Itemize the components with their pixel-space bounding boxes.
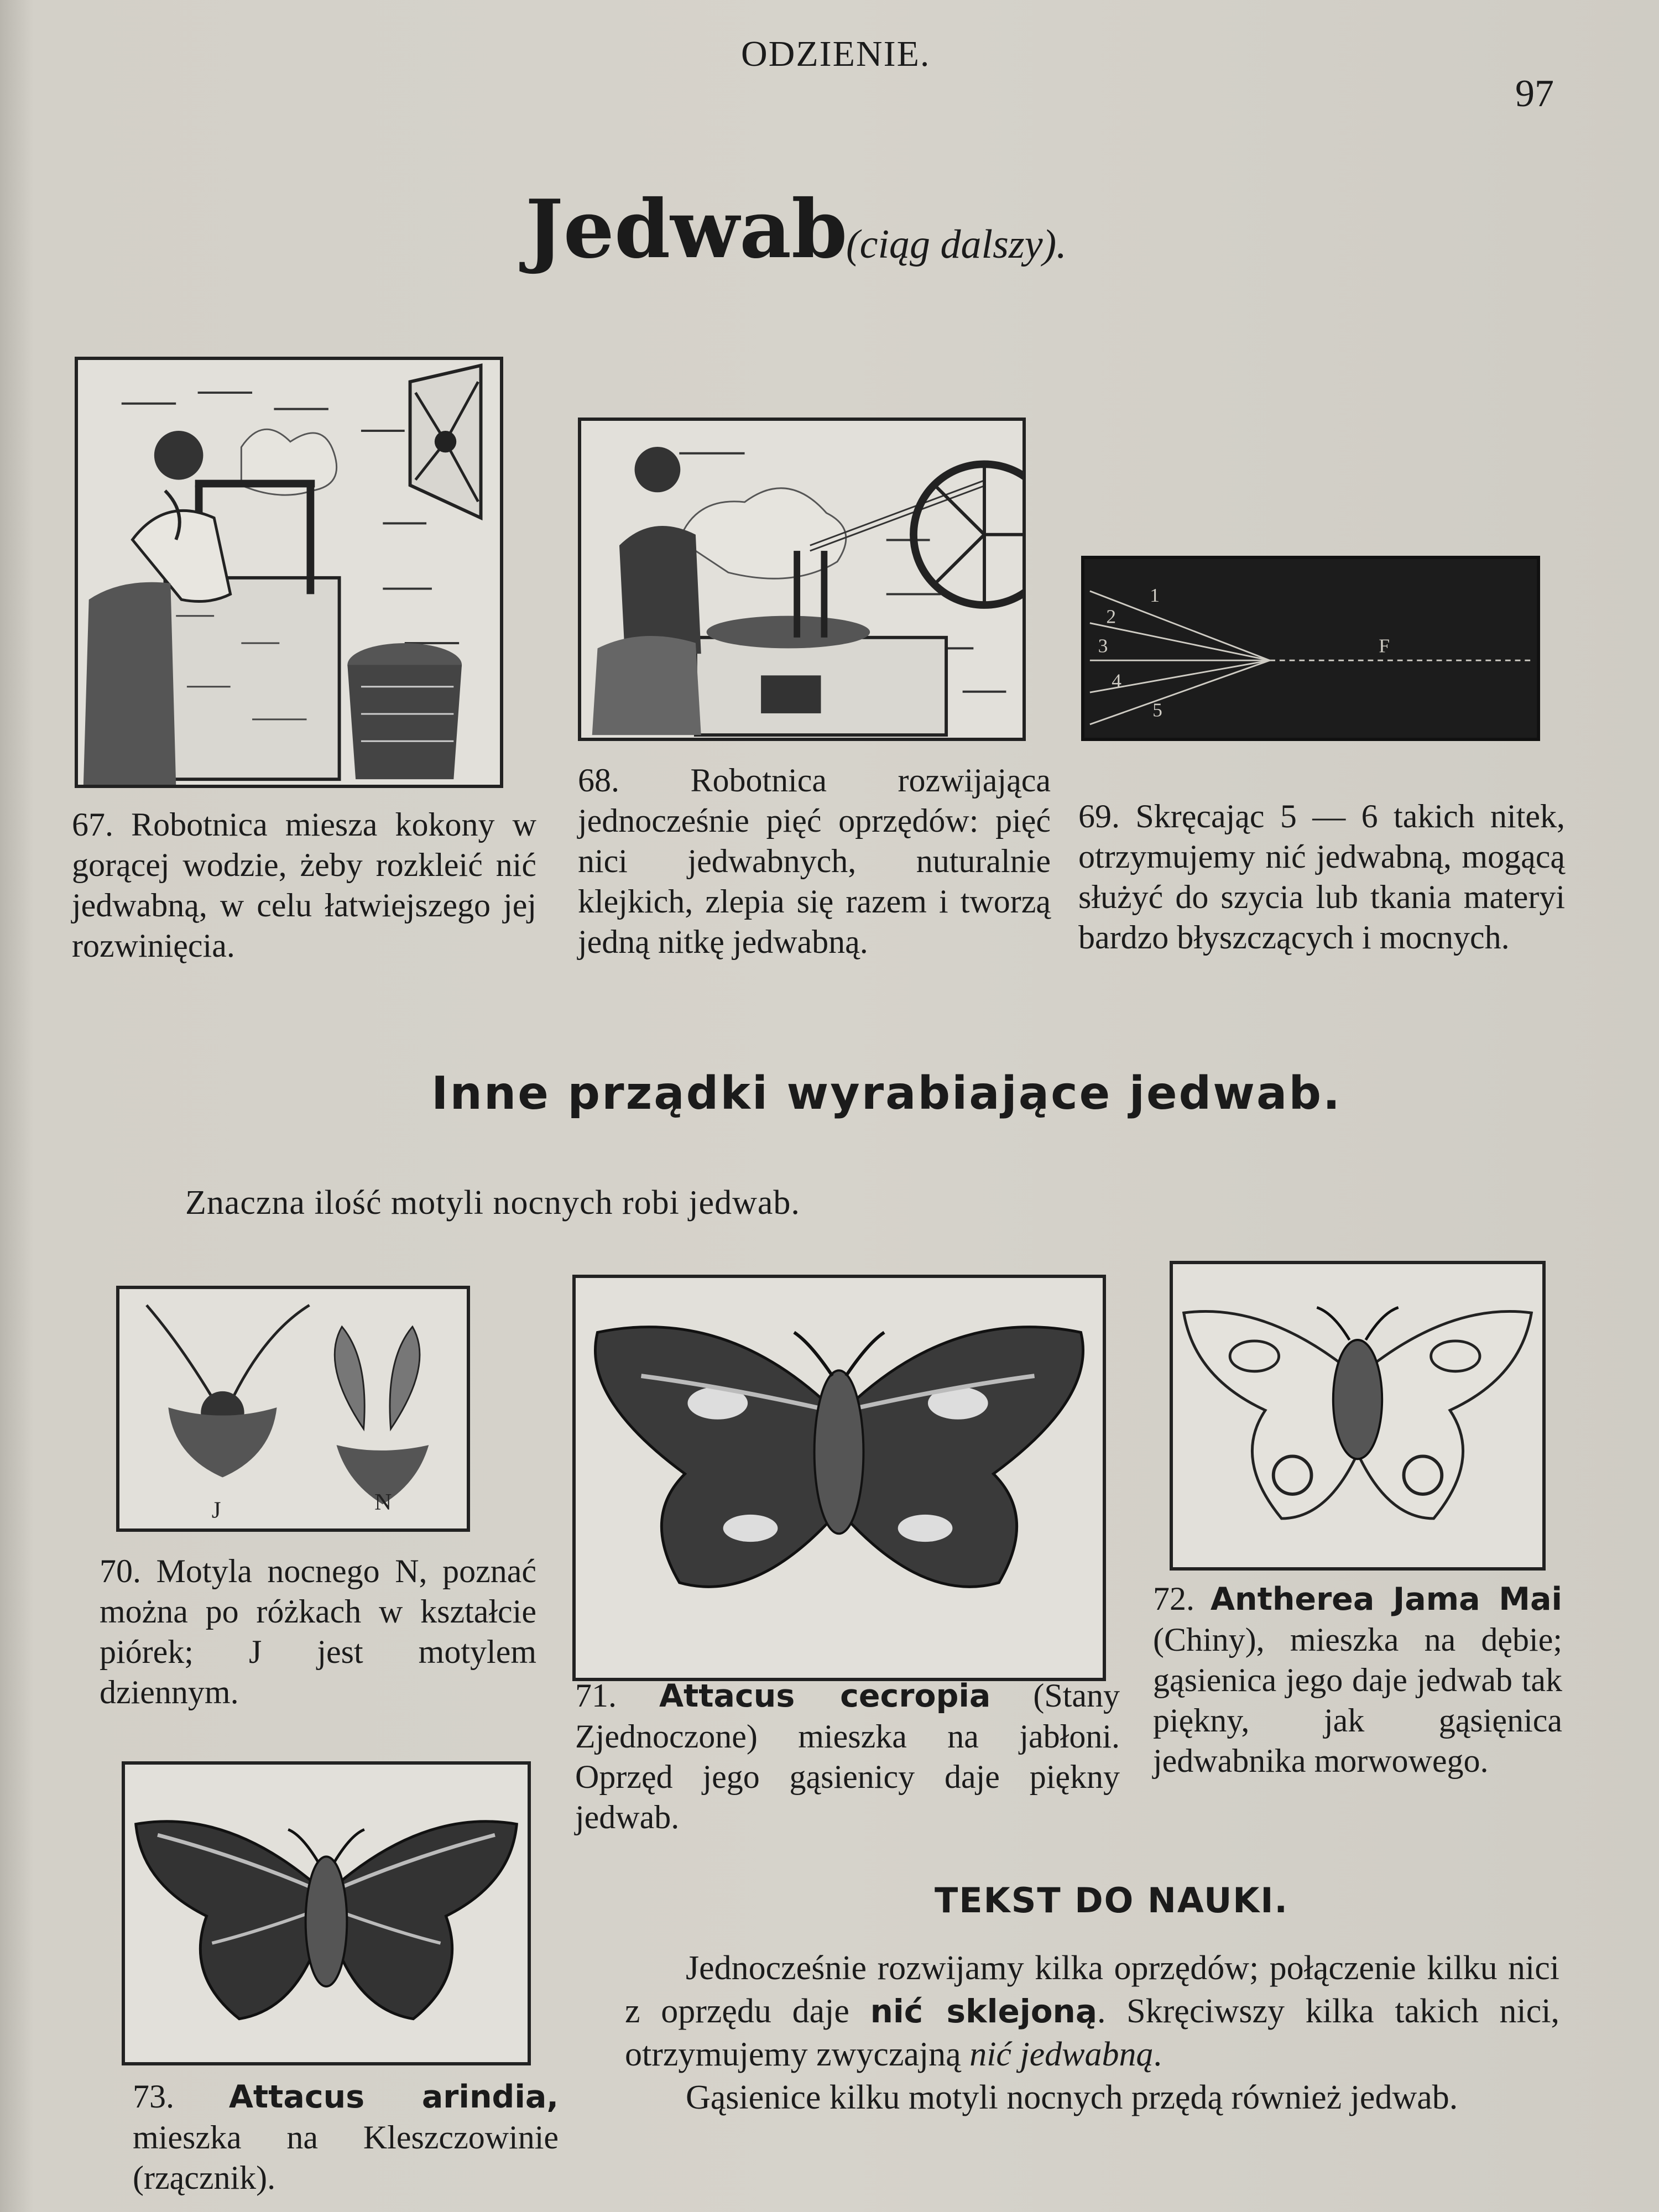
study-text-heading: TEKST DO NAUKI. bbox=[935, 1880, 1288, 1921]
figure-68-illustration bbox=[578, 418, 1026, 741]
figure-71-description: (Stany Zjednoczone) mieszka na jabłoni. Oprzęd jego gąsienicy daje piękny jedwab. bbox=[575, 1677, 1120, 1835]
thread-label-1: 1 bbox=[1150, 585, 1160, 607]
figure-73-number: 73. bbox=[133, 2078, 174, 2115]
thread-label-5: 5 bbox=[1152, 699, 1162, 721]
study-text-part: Jednocześnie rozwijamy kilka oprzędów; połączenie kilku nici z oprzędu daje bbox=[625, 1949, 1559, 2030]
section-heading: Inne prządki wyrabiające jedwab. bbox=[431, 1067, 1342, 1120]
section-intro: Znaczna ilość motyli nocnych robi jedwab. bbox=[185, 1184, 800, 1222]
page-number: 97 bbox=[1515, 72, 1554, 115]
figure-72-illustration bbox=[1170, 1261, 1546, 1571]
figure-72-number: 72. bbox=[1153, 1580, 1194, 1617]
figure-72-description: (Chiny), mieszka na dębie; gąsienica jego daje jedwab tak piękny, jak gąsięnica jedwabnika morwowego. bbox=[1153, 1621, 1562, 1779]
figure-70-caption: 70. Motyla nocnego N, poznać można po różkach w kształcie piórek; J jest motylem dziennym. bbox=[100, 1553, 536, 1710]
figure-71-illustration bbox=[572, 1275, 1106, 1681]
figure-67-illustration bbox=[75, 357, 503, 788]
running-header: ODZIENIE. bbox=[741, 34, 931, 74]
study-term-bold: nić sklejoną bbox=[870, 1992, 1097, 2030]
study-term-italic: nić jedwabną bbox=[969, 2036, 1154, 2073]
page-subtitle: (ciąg dalszy). bbox=[846, 222, 1067, 267]
figure-72-caption bbox=[1153, 1579, 1562, 1781]
study-text bbox=[625, 1947, 1559, 2119]
study-paragraph-2: Gąsienice kilku motyli nocnych przędą również jedwab. bbox=[686, 2079, 1458, 2116]
study-text-part: . bbox=[1153, 2036, 1162, 2073]
figure-69-diagram bbox=[1081, 556, 1540, 741]
figure-71-caption bbox=[575, 1676, 1120, 1838]
thread-label-2: 2 bbox=[1106, 606, 1117, 628]
figure-71-number: 71. bbox=[575, 1677, 617, 1714]
thread-label-3: 3 bbox=[1098, 635, 1108, 657]
figure-68-caption: 68. Robotnica rozwijająca jednocześnie pięć oprzędów: pięć nici jedwabnych, nuturalnie klejkich, zlepia się razem i tworzą jedną nitkę jedwabną. bbox=[578, 762, 1051, 960]
page-title: Jedwab bbox=[525, 182, 848, 276]
figure-73-description: mieszka na Kleszczowinie (rzącznik). bbox=[133, 2119, 559, 2196]
thread-label-4: 4 bbox=[1112, 670, 1122, 692]
figure-73-caption bbox=[133, 2077, 559, 2198]
figure-72-species: Antherea Jama Mai bbox=[1210, 1581, 1563, 1618]
figure-73-species: Attacus arindia, bbox=[228, 2079, 559, 2115]
study-paragraph-1 bbox=[625, 1947, 1559, 2076]
figure-71-species: Attacus cecropia bbox=[659, 1678, 991, 1714]
label-n: N bbox=[374, 1489, 392, 1515]
study-text-part: . Skręciwszy kilka takich nici, otrzymujemy zwyczajną bbox=[625, 1992, 1560, 2073]
figure-69-caption: 69. Skręcając 5 — 6 takich nitek, otrzymujemy nić jedwabną, mogącą służyć do szycia lub tkania materyi bardzo błyszczących i mocnych. bbox=[1078, 798, 1565, 956]
figure-67-caption: 67. Robotnica miesza kokony w gorącej wodzie, żeby rozkleić nić jedwabną, w celu łatwiejszego jej rozwinięcia. bbox=[72, 806, 536, 964]
figure-73-illustration bbox=[122, 1761, 531, 2065]
figure-70-illustration bbox=[116, 1286, 470, 1532]
thread-label-f: F bbox=[1379, 635, 1390, 657]
label-j: J bbox=[211, 1497, 221, 1524]
